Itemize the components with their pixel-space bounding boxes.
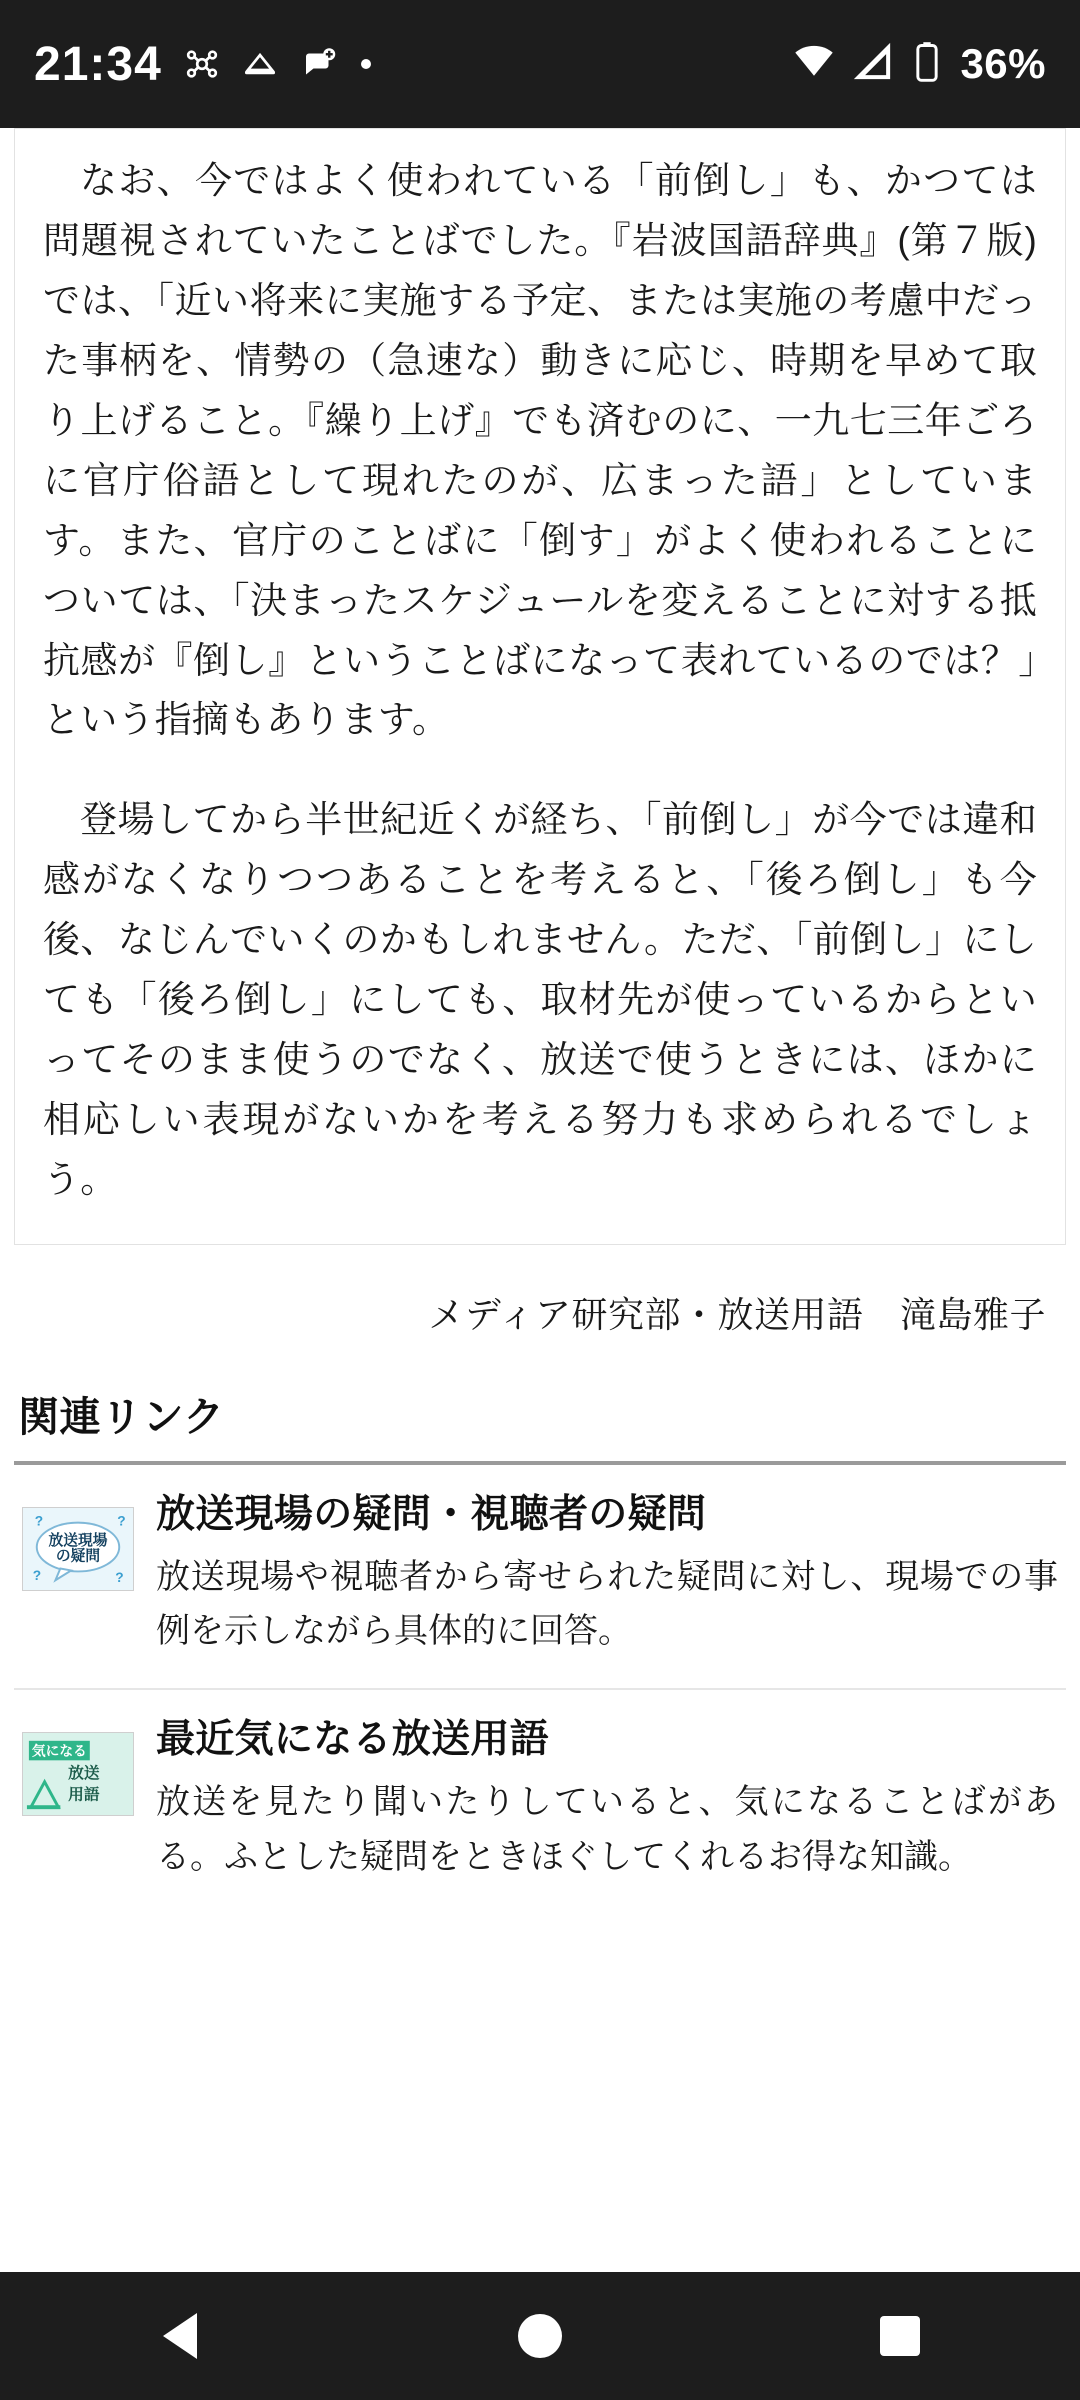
page-content[interactable]: [0, 128, 1080, 2272]
list-item[interactable]: [14, 1688, 1066, 1914]
link-text-block: [156, 1716, 1058, 1884]
related-links-list: [14, 1461, 1066, 1914]
svg-text:?: ?: [115, 1570, 124, 1586]
signal-icon: [852, 41, 894, 88]
back-button[interactable]: [120, 2272, 240, 2400]
article-paragraph-2: 登場してから半世紀近くが経ち、「前倒し」が今では違和感がなくなりつつあることを考えると、「後ろ倒し」も今後、なじんでいくのかもしれません。ただ、「前倒し」にしても「後ろ倒し」にしても、取材先が使っているからといってそのまま使うのでなく、放送で使うときには、ほかに相応しい表現がないかを考える努力も求められるでしょう。: [43, 799, 1037, 1200]
svg-text:?: ?: [117, 1513, 126, 1529]
article-byline: メディア研究部・放送用語 滝島雅子: [428, 1293, 1046, 1335]
recents-button[interactable]: [840, 2272, 960, 2400]
list-item[interactable]: [14, 1465, 1066, 1689]
svg-text:放送: 放送: [68, 1765, 100, 1783]
svg-text:?: ?: [34, 1513, 44, 1529]
related-link-title[interactable]: 最近気になる放送用語: [156, 1718, 550, 1762]
home-button[interactable]: [480, 2272, 600, 2400]
svg-text:?: ?: [32, 1568, 42, 1584]
svg-text:用語: 用語: [68, 1786, 100, 1804]
status-system-icons: [792, 40, 1046, 89]
housou-genba-no-gimon-thumbnail: [22, 1507, 134, 1591]
related-link-title[interactable]: 放送現場の疑問・視聴者の疑問: [156, 1492, 707, 1536]
battery-percent-label: 36%: [960, 40, 1046, 87]
chat-add-icon: [300, 46, 336, 82]
svg-text:気になる: 気になる: [31, 1743, 87, 1759]
battery-icon: [910, 40, 944, 89]
svg-text:放送現場: 放送現場: [48, 1533, 108, 1550]
wifi-icon: [792, 40, 836, 89]
dot-icon: [358, 56, 374, 72]
related-links-heading: 関連リンク: [18, 1393, 225, 1440]
kininaru-housou-yougo-thumbnail: [22, 1732, 134, 1816]
status-bar: [0, 0, 1080, 128]
do-not-disturb-icon: [242, 46, 278, 82]
home-circle-icon: [518, 2314, 562, 2358]
link-text-block: [156, 1491, 1058, 1659]
back-triangle-icon: [163, 2313, 197, 2359]
article-body-card: [14, 128, 1066, 1245]
svg-text:の疑問: の疑問: [55, 1548, 101, 1565]
article-paragraph-1: なお、今ではよく使われている「前倒し」も、かつては問題視されていたことばでした。『岩波国語辞典』(第７版)では、「近い将来に実施する予定、または実施の考慮中だった事柄を、情勢の（急速な）動きに応じ、時期を早めて取り上げること。『繰り上げ』でも済むのに、一九七三年ごろに官庁俗語として現れたのが、広まった語」としています。また、官庁のことばに「倒す」がよく使われることについては、「決まったスケジュールを変えることに対する抵抗感が『倒し』ということばになって表れているのでは？」という指摘もあります。: [43, 160, 1037, 741]
recents-square-icon: [880, 2316, 920, 2356]
bluetooth-icon: [184, 46, 220, 82]
navigation-bar: [0, 2272, 1080, 2400]
related-link-description: 放送現場や視聴者から寄せられた疑問に対し、現場での事例を示しながら具体的に回答。: [156, 1557, 1058, 1651]
status-notification-icons: [184, 46, 374, 82]
status-clock: 21:34: [34, 37, 162, 91]
related-link-description: 放送を見たり聞いたりしていると、気になることばがある。ふとした疑問をときほぐしてくれるお得な知識。: [156, 1783, 1058, 1876]
